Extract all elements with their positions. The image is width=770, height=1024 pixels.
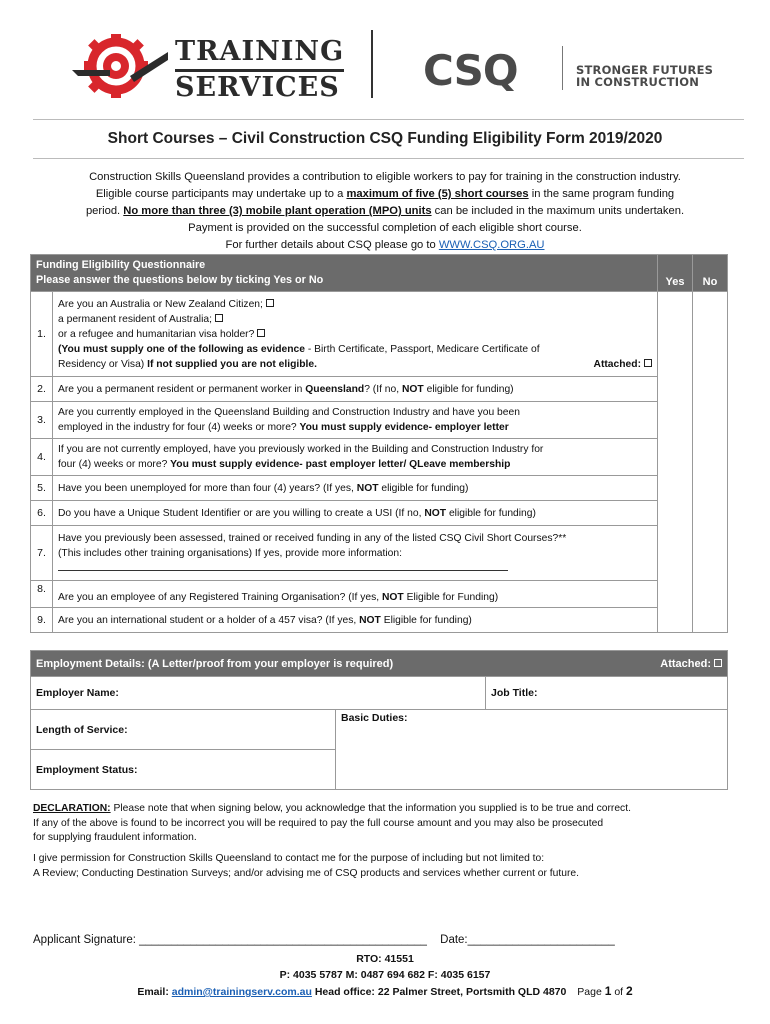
logo-divider [371, 30, 373, 98]
csq-tagline [576, 64, 713, 88]
signature-row [33, 934, 733, 946]
q1-yes-cell[interactable] [658, 292, 693, 633]
question-row-8: 8. Are you an employee of any Registered Training Organisation? (If yes, NOT Eligible for Funding) [31, 581, 728, 608]
csq-divider [562, 46, 563, 90]
applicant-signature-field[interactable]: Applicant Signature: _____________________________________________ [33, 934, 427, 946]
question-row-4: 4. If you are not currently employed, have you previously worked in the Building and Construction Industry for four (4) weeks or more? You must supply evidence- past employer letter/ QLeave membership [31, 439, 728, 476]
refugee-visa-checkbox[interactable] [257, 329, 265, 337]
employment-header: Employment Details: (A Letter/proof from your employer is required) Attached: [31, 651, 728, 677]
permission-statement: I give permission for Construction Skills Queensland to contact me for the purpose of including but not limited to: A Review; Conducting Destination Surveys; and/or advising me of CSQ products and services whether current or future. [33, 853, 580, 879]
yes-column-header: Yes [658, 255, 693, 292]
intro-line: Payment is provided on the successful completion of each eligible short course. [188, 222, 582, 234]
declaration-label: DECLARATION: [33, 803, 111, 814]
employment-status-field[interactable]: Employment Status: [31, 750, 336, 790]
csq-website-link[interactable]: WWW.CSQ.ORG.AU [438, 239, 545, 251]
employment-attached-checkbox[interactable] [714, 659, 722, 667]
csq-tagline-line2: IN CONSTRUCTION [576, 75, 700, 89]
csq-logo: CSQ [423, 46, 518, 95]
question-row-3: 3. Are you currently employed in the Queensland Building and Construction Industry and have you been employed in the industry for four (4) weeks or more? You must supply evidence- employer letter [31, 402, 728, 439]
q1-attached-checkbox[interactable] [644, 359, 652, 367]
employer-name-field[interactable]: Employer Name: [31, 677, 486, 710]
intro-line: period. No more than three (3) mobile plant operation (MPO) units can be included in the maximum units undertaken. [85, 205, 685, 217]
footer-contact: Email: admin@trainingserv.com.au Head office: 22 Palmer Street, Portsmith QLD 4870 Page 1 of 2 [137, 984, 633, 998]
header [0, 0, 770, 110]
eligibility-questionnaire [30, 254, 728, 633]
job-title-field[interactable]: Job Title: [486, 677, 728, 710]
no-column-header: No [693, 255, 728, 292]
q7-more-info-field[interactable] [58, 563, 508, 571]
intro-line: For further details about CSQ please go to WWW.CSQ.ORG.AU [225, 239, 545, 251]
page-title: Short Courses – Civil Construction CSQ Funding Eligibility Form 2019/2020 [107, 130, 663, 147]
training-services-wordmark [175, 38, 344, 101]
question-row-7: 7. Have you previously been assessed, trained or received funding in any of the listed CSQ Civil Short Courses?** (This includes other training organisations) If yes, provide more information: [31, 526, 728, 581]
intro-paragraph [20, 169, 750, 254]
logo-line-services: SERVICES [175, 69, 344, 101]
question-row-9: 9. Are you an international student or a holder of a 457 visa? (If yes, NOT Eligible for funding) [31, 608, 728, 633]
csq-tagline-line1: STRONGER FUTURES [576, 63, 714, 77]
basic-duties-field[interactable]: Basic Duties: [336, 710, 728, 790]
logo-line-training: TRAINING [175, 36, 345, 67]
footer-rto: RTO: 41551 [356, 953, 414, 965]
intro-line: Eligible course participants may undertake up to a maximum of five (5) short courses in the same program funding [95, 188, 675, 200]
date-field[interactable]: Date:_______________________ [440, 934, 615, 946]
permanent-resident-checkbox[interactable] [215, 314, 223, 322]
title-rule-bottom [33, 158, 744, 159]
email-link[interactable]: admin@trainingserv.com.au [171, 986, 312, 998]
length-of-service-field[interactable]: Length of Service: [31, 710, 336, 750]
training-services-gear-icon [70, 30, 170, 100]
questionnaire-header: Funding Eligibility Questionnaire Please answer the questions below by ticking Yes or No [31, 255, 658, 292]
question-row-6: 6. Do you have a Unique Student Identifier or are you willing to create a USI (If no, NOT eligible for funding) [31, 501, 728, 526]
employment-details [30, 650, 728, 790]
question-row-2: 2. Are you a permanent resident or permanent worker in Queensland? (If no, NOT eligible for funding) [31, 377, 728, 402]
title-rule-top [33, 119, 744, 120]
declaration: DECLARATION: Please note that when signing below, you acknowledge that the information you supplied is to be true and correct. If any of the above is found to be incorrect you will be required to pay the full course amount and you may also be prosecuted for supplying fraudulent information. [33, 803, 631, 843]
footer-phones: P: 4035 5787 M: 0487 694 682 F: 4035 6157 [279, 969, 491, 981]
question-row-5: 5. Have you been unemployed for more than four (4) years? (If yes, NOT eligible for funding) [31, 476, 728, 501]
intro-line: Construction Skills Queensland provides a contribution to eligible workers to pay for training in the construction industry. [89, 171, 681, 183]
q1-no-cell[interactable] [693, 292, 728, 633]
page-number: Page 1 of 2 [577, 984, 633, 998]
citizen-checkbox[interactable] [266, 299, 274, 307]
question-row-1: 1. Are you an Australia or New Zealand Citizen; a permanent resident of Australia; or a refugee and humanitarian visa holder? (You must supply one of the following as evidence - Birth Certificate, Passport, Medicare Certificate of Residency or Visa) If not supplied you are not eligible. Attached: [31, 292, 728, 377]
